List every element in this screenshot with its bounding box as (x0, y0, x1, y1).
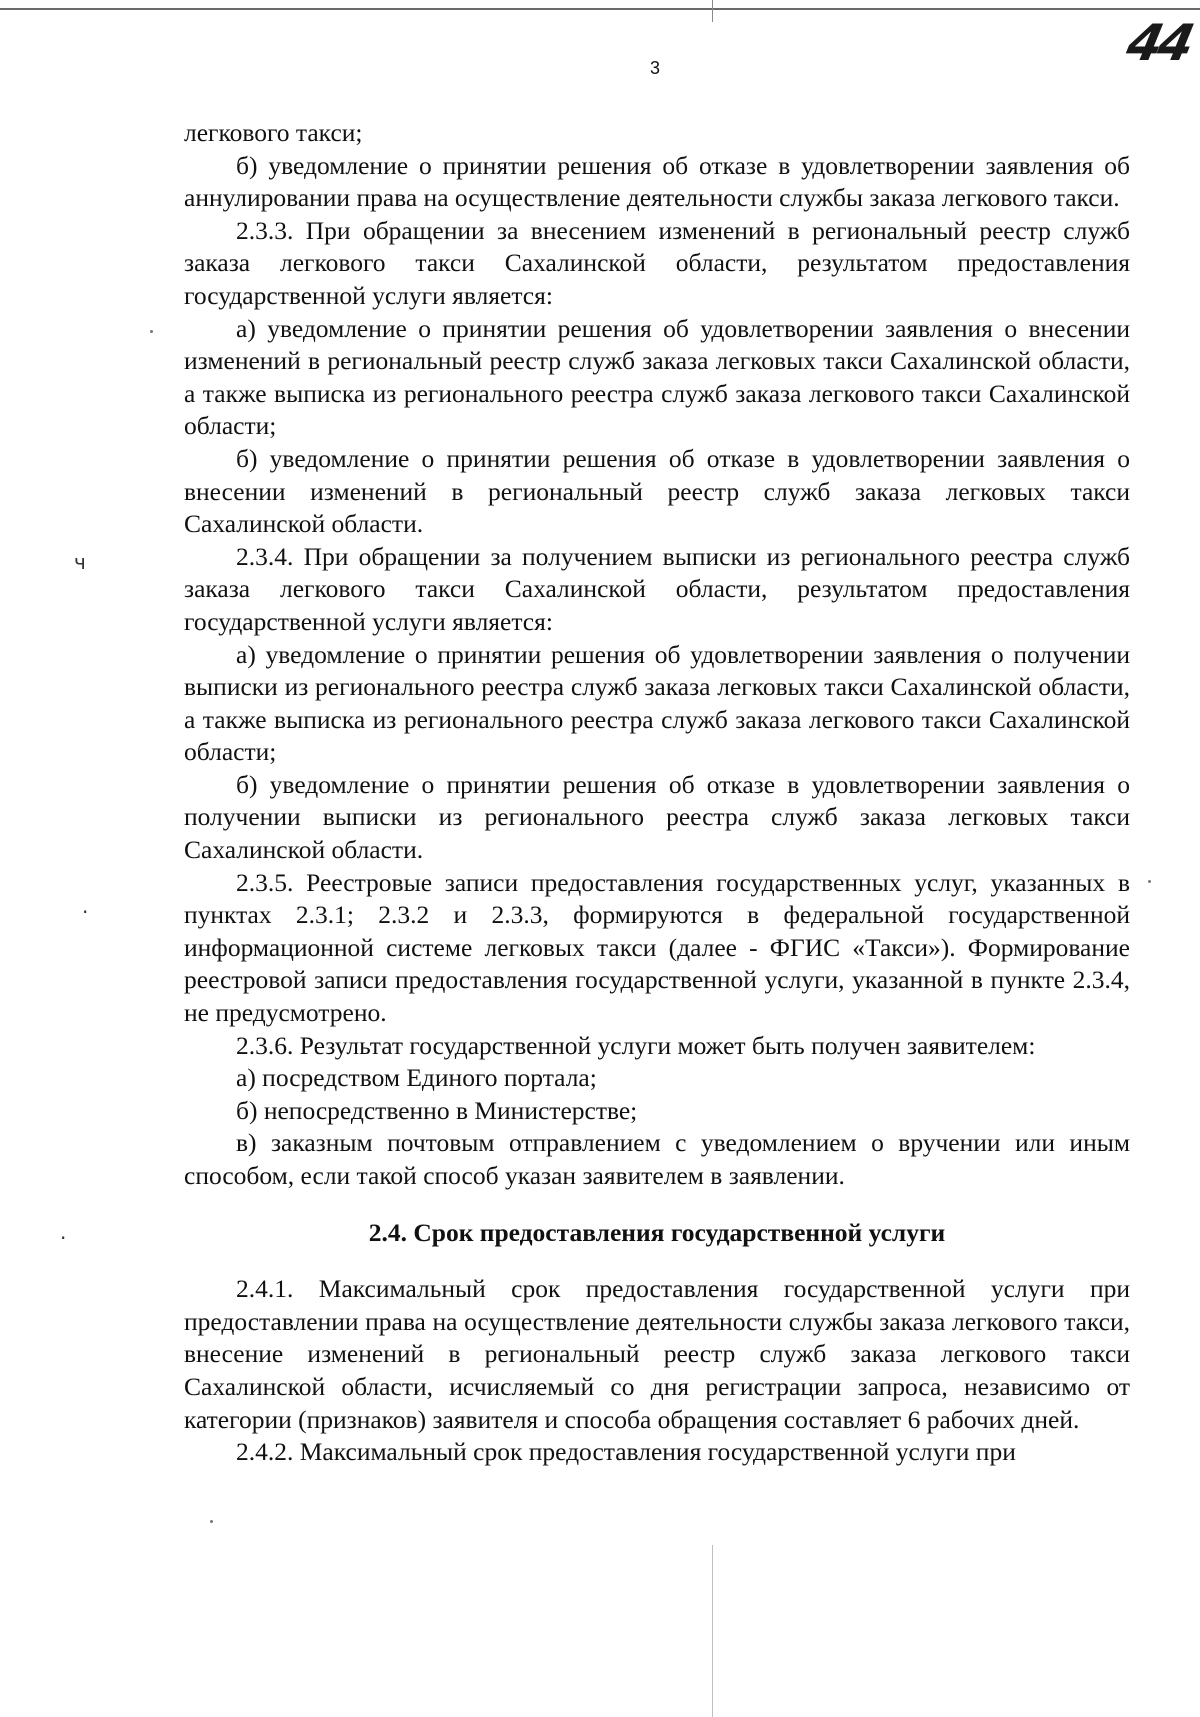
paragraph: легкового такси; (184, 118, 363, 147)
page-number: 3 (649, 58, 660, 78)
paragraph: б) уведомление о принятии решения об отказе в удовлетворении заявления об аннулировании права на осуществление деятельности службы заказа легкового такси. (184, 150, 1130, 213)
paragraph: 2.3.3. При обращении за внесением изменений в региональный реестр служб заказа легкового такси Сахалинской области, результатом предоставления государственной услуги является: (184, 215, 1130, 310)
paragraph: 2.4.1. Максимальный срок предоставления государственной услуги при предоставлении права на осуществление деятельности службы заказа легкового такси, внесение изменений в региональный реестр служб заказа легкового такси Сахалинской области, исчисляемый со дня регистрации запроса, независимо от категории (признаков) заявителя и способа обращения составляет 6 рабочих дней. (184, 1274, 1130, 1434)
handwritten-page-number: 44 (1121, 14, 1196, 72)
paragraph: б) уведомление о принятии решения об отказе в удовлетворении заявления о получении выписки из регионального реестра служб заказа легковых такси Сахалинской области. (184, 769, 1130, 865)
paragraph: а) уведомление о принятии решения об удовлетворении заявления о получении выписки из регионального реестра служб заказа легковых такси Сахалинской области, а также выписка из регионального реестра служб заказа легкового такси Сахалинской области; (184, 639, 1130, 767)
paragraph: а) уведомление о принятии решения об удовлетворении заявления о внесении изменений в региональный реестр служб заказа легковых такси Сахалинской области, а также выписка из регионального реестра служб заказа легкового такси Сахалинской области; (184, 313, 1130, 441)
scan-speck: ч (74, 550, 86, 574)
scan-dot (1148, 880, 1151, 883)
paragraph: 2.3.5. Реестровые записи предоставления государственных услуг, указанных в пунктах 2.3.1; 2.3.2 и 2.3.3, формируются в федеральной государственной информационной системе легковых такси (далее - ФГИС «Такси»). Формирование реестровой записи предоставления государственной услуги, указанной в пункте 2.3.4, не предусмотрено. (184, 867, 1130, 1028)
scan-speck: · (82, 900, 89, 924)
paragraph: б) непосредственно в Министерстве; (236, 1095, 638, 1125)
scan-speck: · (60, 1226, 67, 1250)
paragraph: а) посредством Единого портала; (236, 1063, 597, 1093)
fold-line-bottom (712, 1545, 713, 1717)
paragraph: 2.3.4. При обращении за получением выписки из регионального реестра служб заказа легкового такси Сахалинской области, результатом предоставления государственной услуги является: (184, 541, 1130, 636)
section-heading: 2.4. Срок предоставления государственной услуги (368, 1217, 946, 1247)
scan-edge-line (0, 8, 1200, 10)
paragraph: 2.3.6. Результат государственной услуги может быть получен заявителем: (236, 1030, 1036, 1060)
paragraph: в) заказным почтовым отправлением с уведомлением о вручении или иным способом, если такой способ указан заявителем в заявлении. (184, 1128, 1130, 1190)
scan-dot (150, 330, 153, 333)
document-body (184, 117, 1130, 1469)
paragraph: 2.4.2. Максимальный срок предоставления государственной услуги при (236, 1437, 1016, 1467)
fold-line-top (712, 0, 713, 22)
paragraph: б) уведомление о принятии решения об отказе в удовлетворении заявления о внесении изменений в региональный реестр служб заказа легковых такси Сахалинской области. (184, 443, 1130, 539)
scan-dot (210, 1520, 213, 1523)
